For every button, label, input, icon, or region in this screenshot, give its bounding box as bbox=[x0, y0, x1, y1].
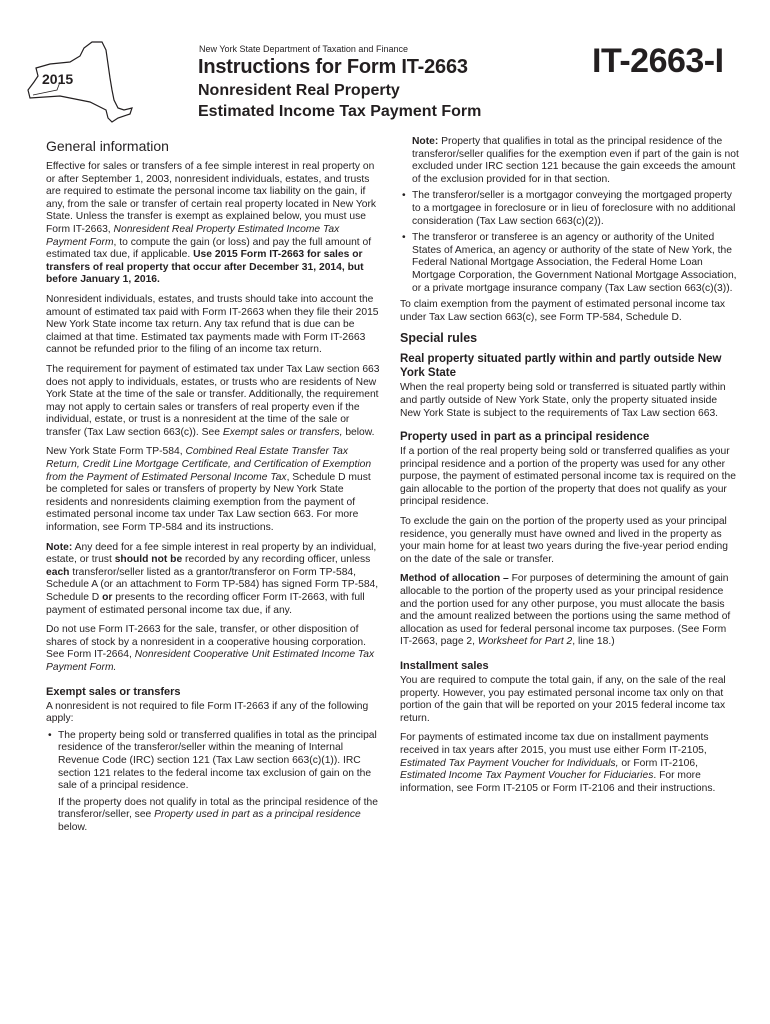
method-of-allocation: Method of allocation – For purposes of determining the amount of gain allocable to the portion of the property used as your principal residence and the portion used for any other purpose, you must allocate the basis and the amount realized between the portions using the same method of allocation as used for federal personal income tax purposes. (See Form IT-2663, page 2, Worksheet for Part 2, line 18.) bbox=[400, 573, 731, 648]
principal-residence-note: Note: Property that qualifies in total as the principal residence of the transferor/seller qualifies for the exemption even if part of the gain is not excluded under IRC section 121 because the gain exceeds the amount of the exclusion provided for in that section. bbox=[412, 136, 739, 185]
installment-sales-heading: Installment sales bbox=[400, 660, 489, 672]
exempt-bullet-1: • The property being sold or transferred qualifies in total as the principal residence of the transferor/seller within the meaning of Internal Revenue Code (IRC) section 121 (Tax Law section 663(c)(1)). IRC section 121 relates to the federal income tax exclusion of gain on the sale of a principal residence. bbox=[46, 730, 380, 793]
exempt-intro: A nonresident is not required to file Form IT-2663 if any of the following apply: bbox=[46, 700, 369, 725]
nys-logo bbox=[20, 38, 140, 126]
general-paragraph-6: Do not use Form IT-2663 for the sale, transfer, or other disposition of shares of stock by a nonresident in a cooperative housing corporation. See Form IT-2664, Nonresident Cooperative Unit Estimated Income Tax Payment Form. bbox=[46, 624, 375, 673]
part-residence-paragraph-1: If a portion of the real property being sold or transferred qualifies as your principal residence and a portion of the property was used for any other purpose, the payment of estimated personal income tax is required on the gain allocable to the portion of the property that does not qualify as your principal residence. bbox=[400, 446, 736, 508]
page-subtitle-2: Estimated Income Tax Payment Form bbox=[198, 103, 482, 120]
partly-within-heading: Real property situated partly within and partly outside New York State bbox=[400, 353, 722, 380]
form-number: IT-2663-I bbox=[592, 42, 724, 80]
part-residence-paragraph-2: To exclude the gain on the portion of the property used as your principal residence, you generally must have owned and lived in the property as your main home for at least two years during the five-year period ending on the date of the sale or transfer. bbox=[400, 516, 728, 565]
tax-year: 2015 bbox=[42, 71, 74, 87]
general-paragraph-2: Nonresident individuals, estates, and trusts should take into account the amount of estimated tax paid with Form IT-2663 when they file their 2015 New York State income tax return. Any tax refund that is due can be claimed at that time. Estimated tax payments made with Form IT-2663 cannot be refunded prior to the filing of an income tax return. bbox=[46, 293, 379, 356]
installment-paragraph-1: You are required to compute the total gain, if any, on the sale of the real property. However, you pay estimated personal income tax only on that portion of the gain that will be reported on your 2015 federal income tax return. bbox=[400, 675, 726, 724]
part-residence-heading: Property used in part as a principal residence bbox=[400, 431, 650, 444]
new-york-state-outline-icon bbox=[20, 38, 140, 126]
exempt-bullet-1-sub: If the property does not qualify in total as the principal residence of the transferor/seller, see Property used in part as a principal residence below. bbox=[58, 796, 378, 833]
exempt-bullet-3: • The transferor or transferee is an agency or authority of the United States of America, an agency or authority of the state of New York, the Federal National Mortgage Association, the Federal Home Loan Mortgage Corporation, the Government National Mortgage Association, or a private mortgage insurance company (Tax Law section 663(c)(3)). bbox=[400, 232, 740, 295]
agency-name: New York State Department of Taxation and Finance bbox=[199, 44, 408, 54]
exempt-sales-heading: Exempt sales or transfers bbox=[46, 685, 181, 698]
installment-paragraph-2: For payments of estimated income tax due on installment payments received in tax years after 2015, you must use either Form IT-2105, Estimated Tax Payment Voucher for Individuals, or Form IT-2106, Estimated Income Tax Payment Voucher for Fiduciaries. For more information, see Form IT-2105 or Form IT-2106 and their instructions. bbox=[400, 732, 716, 794]
general-paragraph-3: The requirement for payment of estimated tax under Tax Law section 663 does not apply to individuals, estates, or trusts who are residents of New York State at the time of the sale or transfer. Additionally, the requirement may not apply to certain sales or transfers of real property even if the individual, estate, or trust is a nonresident at the time of the sale or transfer (Tax Law section 663(c)). See Exempt sales or transfers, below. bbox=[46, 363, 380, 438]
page-subtitle-1: Nonresident Real Property bbox=[198, 82, 400, 99]
exempt-bullet-2: • The transferor/seller is a mortgagor conveying the mortgaged property to a mortgagee in foreclosure or in lieu of foreclosure with no additional consideration (Tax Law section 663(c)(2)). bbox=[400, 190, 740, 228]
page-title: Instructions for Form IT-2663 bbox=[198, 56, 468, 78]
general-paragraph-4: New York State Form TP-584, Combined Real Estate Transfer Tax Return, Credit Line Mortgage Certificate, and Certification of Exemption from the Payment of Estimated Personal Income Tax, Schedule D must be completed for sales or transfers of property by New York State residents and nonresidents claiming exemption from the payment of estimated personal income tax under Tax Law section 663. For more information, see Form TP-584 and its instructions. bbox=[46, 446, 372, 534]
general-information-heading: General information bbox=[46, 138, 169, 154]
left-column bbox=[46, 136, 380, 835]
partly-within-text: When the real property being sold or transferred is situated partly within and partly outside of New York State, only the property situated inside New York State is subject to the requirements of Tax Law section 663. bbox=[400, 382, 726, 419]
general-paragraph-1: Effective for sales or transfers of a fee simple interest in real property on or after September 1, 2003, nonresident individuals, estates, and trusts are required to estimate the personal income tax liability on the gain, if any, from the sale or transfer of certain real property located in New York State. Unless the transfer is exempt as explained below, you must use Form IT-2663, Nonresident Real Property Estimated Income Tax Payment Form, to compute the gain (or loss) and pay the full amount of estimated tax due, if applicable. Use 2015 Form IT-2663 for sales or transfers of real property that occur after December 31, 2014, but before January 1, 2016. bbox=[46, 161, 377, 286]
special-rules-heading: Special rules bbox=[400, 331, 478, 346]
claim-exemption-text: To claim exemption from the payment of estimated personal income tax under Tax Law section 663(c), see Form TP-584, Schedule D. bbox=[400, 299, 726, 323]
general-note: Note: Any deed for a fee simple interest in real property by an individual, estate, or trust should not be recorded by any recording officer, unless each transferor/seller listed as a grantor/transferor on Form TP-584, Schedule A (or an attachment to Form TP-584) has signed Form TP-584, Schedule D or presents to the recording officer Form IT-2663, with full payment of estimated personal income tax due, if any. bbox=[46, 541, 379, 616]
right-column bbox=[400, 136, 740, 802]
